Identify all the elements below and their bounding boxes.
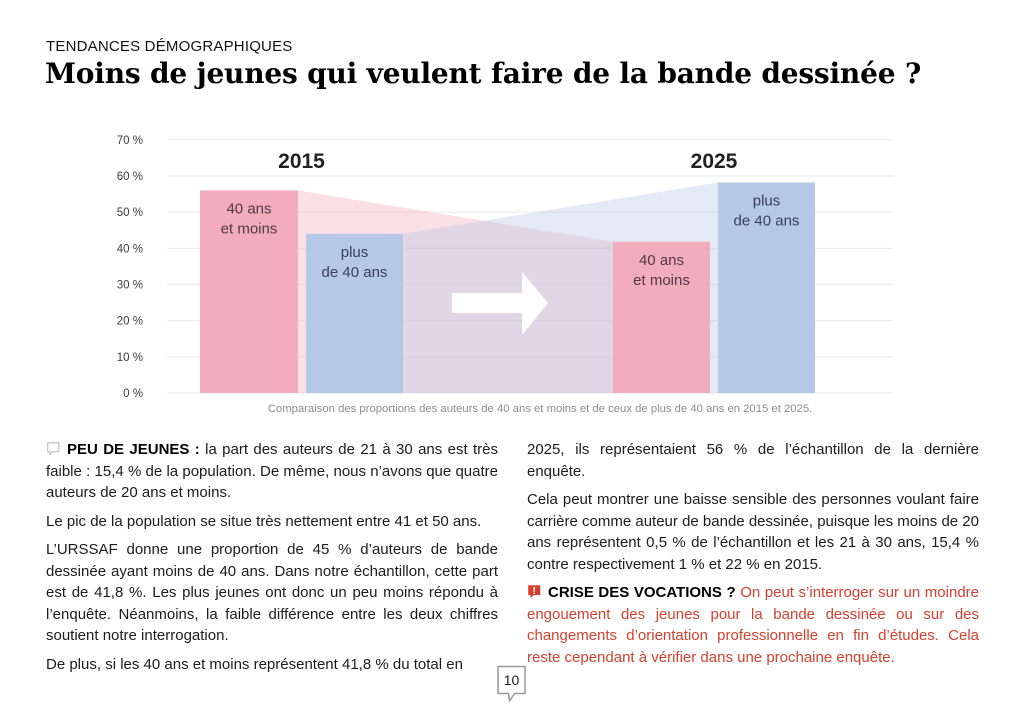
page-number: 10 bbox=[503, 672, 520, 688]
bar-label: de 40 ans bbox=[321, 263, 388, 281]
y-tick-label: 10 % bbox=[116, 351, 143, 364]
paragraph-text: De plus, si les 40 ans et moins représentent 41,8 % du total en bbox=[46, 655, 463, 673]
paragraph-text: Le pic de la population se situe très nettement entre 41 et 50 ans. bbox=[46, 512, 482, 530]
paragraph-peu-de-jeunes bbox=[46, 439, 498, 504]
y-tick-label: 0 % bbox=[123, 388, 143, 400]
y-tick-label: 40 % bbox=[116, 243, 143, 256]
page-title: Moins de jeunes qui veulent faire de la bande dessinée ? bbox=[45, 57, 922, 90]
y-tick-label: 70 % bbox=[116, 134, 143, 147]
bar-label: plus bbox=[752, 192, 781, 210]
paragraph bbox=[46, 654, 498, 676]
paragraph-crise-des-vocations bbox=[527, 582, 979, 668]
bar-label: et moins bbox=[633, 271, 690, 289]
paragraph-text: On peut s’interroger sur un moindre engouement des jeunes pour la bande dessinée ou sur des changements d’orientation professionnelle en fin d’études. Cela reste cependant à vérifier dans une prochaine enquête. bbox=[527, 584, 979, 666]
bar-label: 40 ans bbox=[226, 200, 272, 218]
article-column-left bbox=[46, 439, 498, 682]
paragraph bbox=[527, 489, 979, 575]
paragraph-text: 2025, ils représentaient 56 % de l’échantillon de la dernière enquête. bbox=[527, 441, 979, 480]
article-body bbox=[46, 439, 979, 682]
alert-speech-bubble-icon bbox=[527, 584, 542, 599]
paragraph bbox=[46, 539, 498, 647]
y-tick-label: 20 % bbox=[116, 315, 143, 328]
paragraph-text: L’URSSAF donne une proportion de 45 % d’auteurs de bande dessinée ayant moins de 40 ans. Dans notre échantillon, cette part est de 41,8 %. Les plus jeunes ont donc un peu moins répondu à l’enquête. Néanmoins, la faible différence entre les deux chiffres soutient notre interrogation. bbox=[46, 541, 498, 644]
paragraph-lead: CRISE DES VOCATIONS ? bbox=[548, 584, 736, 601]
bar-label: et moins bbox=[220, 220, 278, 238]
bar-label: 40 ans bbox=[638, 251, 685, 269]
year-label: 2015 bbox=[278, 150, 325, 173]
paragraph-text: Cela peut montrer une baisse sensible des personnes voulant faire carrière comme auteur de bande dessinée, puisque les moins de 20 ans représentent 0,5 % de l’échantillon et les 21 à 30 ans, 15,4 % contre respectivement 1 % et 22 % en 2015. bbox=[527, 491, 979, 573]
section-kicker: TENDANCES DÉMOGRAPHIQUES bbox=[46, 38, 293, 55]
y-tick-label: 60 % bbox=[116, 170, 143, 183]
age-distribution-chart bbox=[0, 123, 1024, 428]
bar-label: de 40 ans bbox=[733, 212, 800, 230]
svg-text:!: ! bbox=[532, 585, 536, 597]
page-number-bubble bbox=[495, 664, 529, 706]
chart-caption: Comparaison des proportions des auteurs de 40 ans et moins et de ceux de plus de 40 ans en 2015 et 2025. bbox=[267, 403, 813, 415]
paragraph bbox=[46, 511, 498, 533]
y-tick-label: 30 % bbox=[116, 279, 143, 292]
y-tick-label: 50 % bbox=[116, 207, 143, 220]
paragraph-lead: PEU DE JEUNES : bbox=[67, 441, 200, 458]
paragraph-text: la part des auteurs de 21 à 30 ans est très faible : 15,4 % de la population. De même, nous n’avons que quatre auteurs de 20 ans et moins. bbox=[46, 441, 498, 501]
bar-label: plus bbox=[340, 243, 369, 261]
speech-bubble-outline-icon bbox=[46, 441, 61, 456]
year-label: 2025 bbox=[690, 150, 738, 173]
paragraph bbox=[527, 439, 979, 482]
article-column-right bbox=[527, 439, 979, 682]
